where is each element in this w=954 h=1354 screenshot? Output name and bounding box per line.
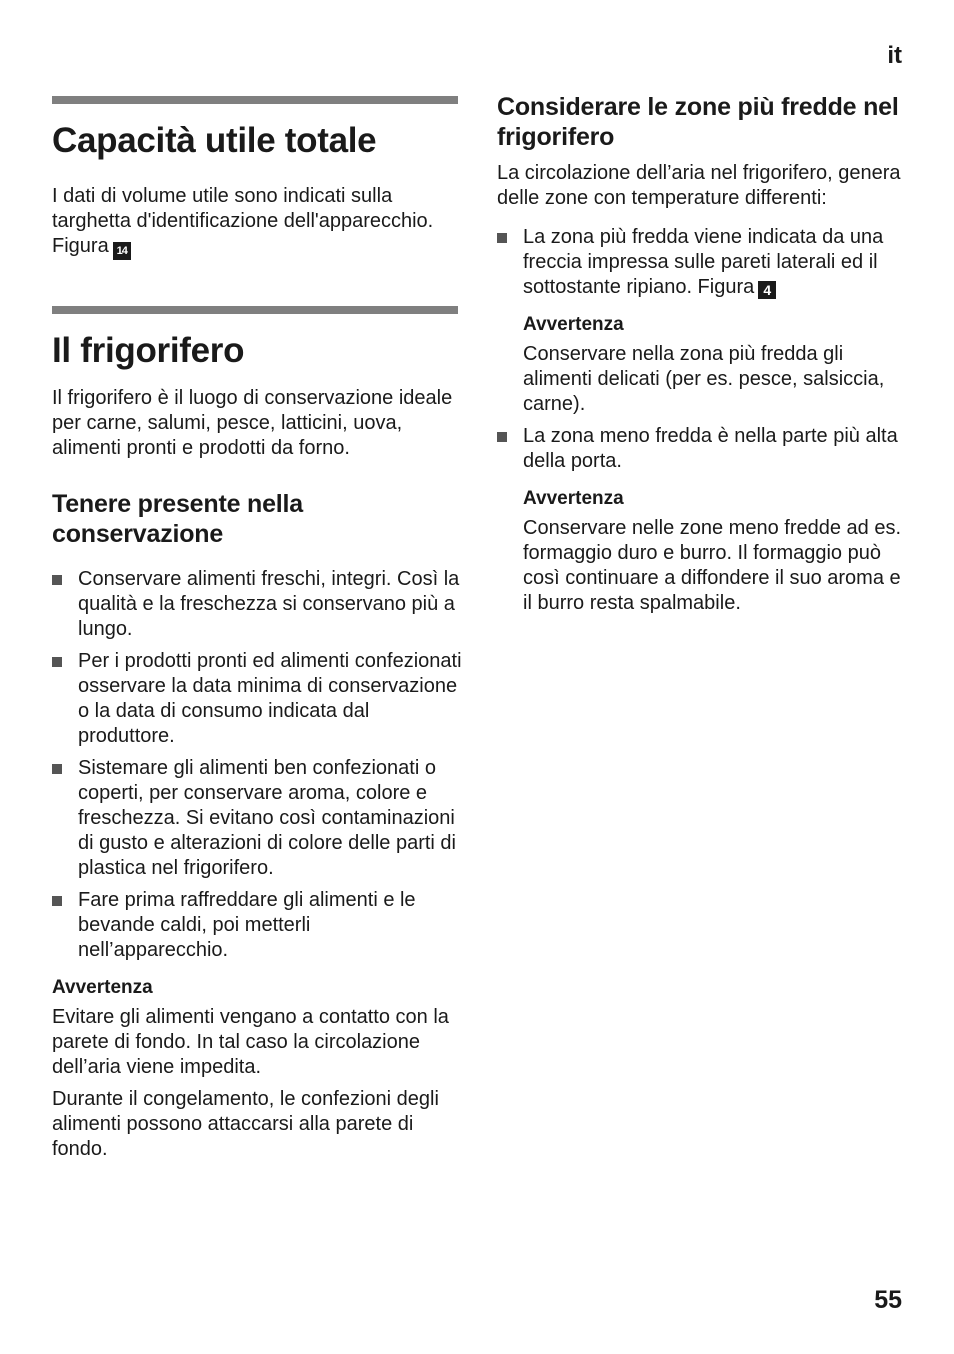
note-paragraph: Durante il congelamento, le confezioni degli alimenti possono attaccarsi alla parete di fondo. xyxy=(52,1088,439,1160)
list-item xyxy=(52,567,462,642)
list-item xyxy=(52,888,462,963)
figure-ref-4-icon: 4 xyxy=(758,281,776,299)
capacita-text: I dati di volume utile sono indicati sulla targhetta d'identificazione dell'apparecchio. Figura xyxy=(52,185,434,257)
left-column xyxy=(52,96,462,1162)
list-item xyxy=(497,424,907,474)
tenere-bullet-list xyxy=(52,567,462,963)
bullet-square-icon xyxy=(497,233,507,243)
bullet-square-icon xyxy=(52,896,62,906)
section-rule xyxy=(52,96,458,104)
bullet-square-icon xyxy=(52,764,62,774)
note-paragraph: Evitare gli alimenti vengano a contatto con la parete di fondo. In tal caso la circolazione dell’aria viene impedita. xyxy=(52,1006,449,1078)
list-item xyxy=(497,225,907,300)
list-item-text: Conservare alimenti freschi, integri. Così la qualità e la freschezza si conservano più a lungo. xyxy=(78,568,460,640)
capacita-paragraph xyxy=(52,184,462,260)
bullet-square-icon xyxy=(52,657,62,667)
bullet-square-icon xyxy=(497,432,507,442)
section-rule xyxy=(52,306,458,314)
note-title: Avvertenza xyxy=(523,314,624,335)
frigorifero-paragraph: Il frigorifero è il luogo di conservazione ideale per carne, salumi, pesce, latticini, uova, alimenti pronti e prodotti da forno. xyxy=(52,387,453,459)
heading-capacita: Capacità utile totale xyxy=(52,121,377,160)
language-tag: it xyxy=(887,42,902,69)
list-item xyxy=(52,649,462,749)
heading-tenere: Tenere presente nella conservazione xyxy=(52,490,304,548)
note-title: Avvertenza xyxy=(523,488,624,509)
zone-bullet-list xyxy=(497,424,907,474)
note-block xyxy=(497,312,907,417)
figure-ref-14-icon: 14 xyxy=(113,242,131,260)
right-column xyxy=(497,92,907,616)
zone-intro-paragraph: La circolazione dell’aria nel frigorifero, genera delle zone con temperature differenti: xyxy=(497,162,901,209)
heading-frigorifero: Il frigorifero xyxy=(52,331,245,370)
note-paragraph: Conservare nelle zone meno fredde ad es. formaggio duro e burro. Il formaggio può così continuare a diffondere il suo aroma e il burro resta spalmabile. xyxy=(523,517,902,614)
page-number: 55 xyxy=(874,1286,902,1314)
note-paragraph: Conservare nella zona più fredda gli alimenti delicati (per es. pesce, salsiccia, carne). xyxy=(523,343,885,415)
heading-zone: Considerare le zone più fredde nel frigorifero xyxy=(497,93,899,151)
list-item-text: Fare prima raffreddare gli alimenti e le bevande caldi, poi metterli nell’apparecchio. xyxy=(78,889,416,961)
list-item-text: La zona più fredda viene indicata da una freccia impressa sulle pareti laterali ed il sottostante ripiano. Figura xyxy=(523,226,884,298)
bullet-square-icon xyxy=(52,575,62,585)
list-item-text: Sistemare gli alimenti ben confezionati o coperti, per conservare aroma, colore e freschezza. Si evitano così contaminazioni di gusto e alterazioni di colore delle parti di plastica nel frigorifero. xyxy=(78,757,456,879)
list-item-text: Per i prodotti pronti ed alimenti confezionati osservare la data minima di conservazione o la data di consumo indicata dal produttore. xyxy=(78,650,462,747)
list-item xyxy=(52,756,462,881)
note-title: Avvertenza xyxy=(52,977,153,998)
zone-bullet-list xyxy=(497,225,907,300)
list-item-text: La zona meno fredda è nella parte più alta della porta. xyxy=(523,425,898,472)
note-block xyxy=(497,486,907,616)
